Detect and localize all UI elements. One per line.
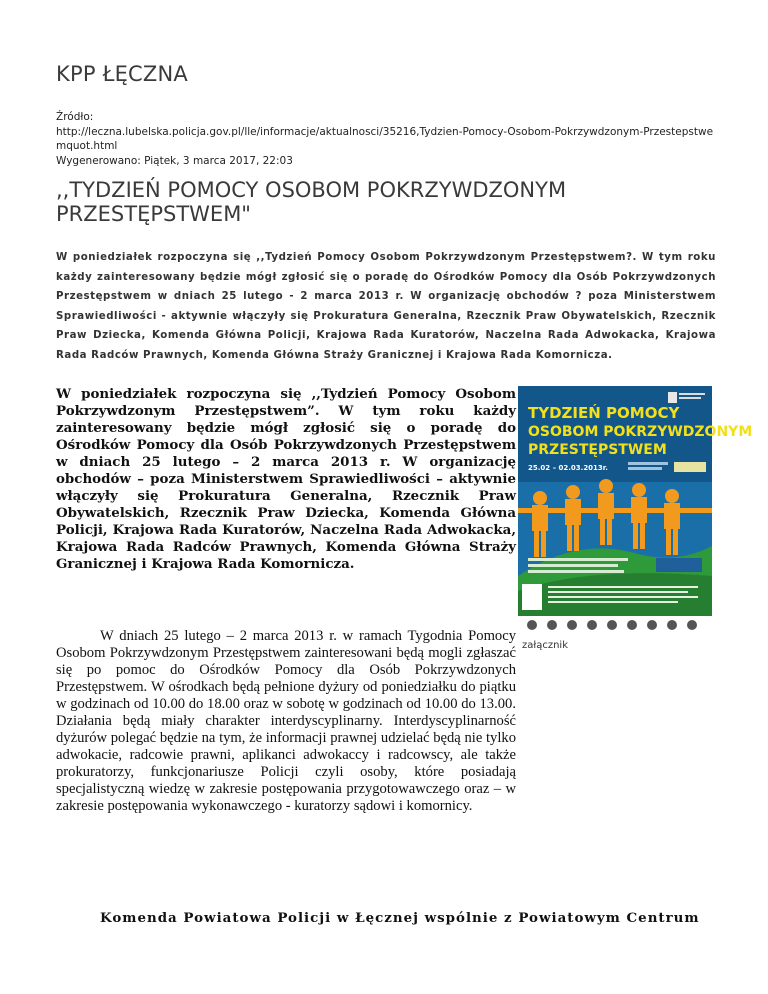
source-meta: [56, 110, 721, 168]
poster-headline-1: TYDZIEŃ POMOCY: [528, 404, 680, 422]
poster-headline-2: OSOBOM POKRZYWDZONYM: [528, 424, 753, 440]
article-title: ,,TYDZIEŃ POMOCY OSOBOM POKRZYWDZONYM PRZESTĘPSTWEM": [56, 178, 567, 226]
attachment-caption[interactable]: załącznik: [522, 640, 569, 651]
generated-date: Wygenerowano: Piątek, 3 marca 2017, 22:03: [56, 154, 293, 167]
poster-image[interactable]: [518, 386, 753, 634]
source-url[interactable]: http://leczna.lubelska.policja.gov.pl/lle/informacje/aktualnosci/35216,Tydzien-Pomocy-Osobom-Pokrzywdzonym-Przestepstwe: [56, 125, 714, 138]
poster-dates: 25.02 – 02.03.2013r.: [528, 464, 608, 472]
source-label: Źródło:: [56, 111, 94, 123]
source-url-continued[interactable]: mquot.html: [56, 140, 118, 152]
partner-logos-icon: [527, 620, 697, 630]
body-paragraph: W dniach 25 lutego – 2 marca 2013 r. w ramach Tygodnia Pomocy Osobom Pokrzywdzonym Przestępstwem zainteresowani będą mogli zgłaszać się po pomoc do Ośrodków Pomocy dla Osób Pokrzywdzonych Przestępstwem. W ośrodkach będą pełnione dyżury od poniedziałku do piątku w godzinach od 10.00 do 18.00 oraz w sobotę w godzinach od 10.00 do 13.00. Działania będą miały charakter interdyscyplinarny. Interdyscyplinarność dyżurów polegać będzie na tym, że informacji prawnej udzielać będą nie tylko adwokacie, radcowie prawni, aplikanci adwokaccy i radcowscy, ale także prokuratorzy, funkcjonariusze Policji czyli osoby, które posiadają specjalistyczną wiedzę w zakresie postępowania przygotowawczego oraz – w zakresie postępowania wykonawczego - kuratorzy sądowi i komornicy.: [56, 628, 516, 814]
poster-graphic: [518, 386, 753, 634]
site-title: KPP ŁĘCZNA: [56, 62, 188, 86]
bold-paragraph: W poniedziałek rozpoczyna się ,,Tydzień Pomocy Osobom Pokrzywdzonym Przestępstwem”. W tym roku każdy zainteresowany będzie mógł zgłosić się o poradę do Ośrodków Pomocy dla Osób Pokrzywdzonych Przestępstwem w dniach 25 lutego – 2 marca 2013 r. W organizację obchodów – poza Ministerstwem Sprawiedliwości – aktywnie włączyły się Prokuratura Generalna, Rzecznik Praw Obywatelskich, Rzecznik Praw Dziecka, Komenda Główna Policji, Krajowa Rada Kuratorów, Naczelna Rada Adwokacka, Krajowa Rada Radców Prawnych, Komenda Główna Straży Granicznej i Krajowa Rada Komornicza.: [56, 386, 516, 572]
continuation-line: Komenda Powiatowa Policji w Łęcznej wspólnie z Powiatowym Centrum: [100, 910, 700, 926]
article-lead: W poniedziałek rozpoczyna się ,,Tydzień Pomocy Osobom Pokrzywdzonym Przestępstwem?. W tym roku każdy zainteresowany będzie mógł zgłosić się o poradę do Ośrodków Pomocy dla Osób Pokrzywdzonych Przestępstwem w dniach 25 lutego - 2 marca 2013 r. W organizację obchodów ? poza Ministerstwem Sprawiedliwości - aktywnie włączyły się Prokuratura Generalna, Rzecznik Praw Obywatelskich, Rzecznik Praw Dziecka, Komenda Główna Policji, Krajowa Rada Kuratorów, Naczelna Rada Adwokacka, Krajowa Rada Radców Prawnych, Komenda Główna Straży Granicznej i Krajowa Rada Komornicza.: [56, 252, 716, 361]
poster-headline-3: PRZESTĘPSTWEM: [528, 442, 667, 458]
